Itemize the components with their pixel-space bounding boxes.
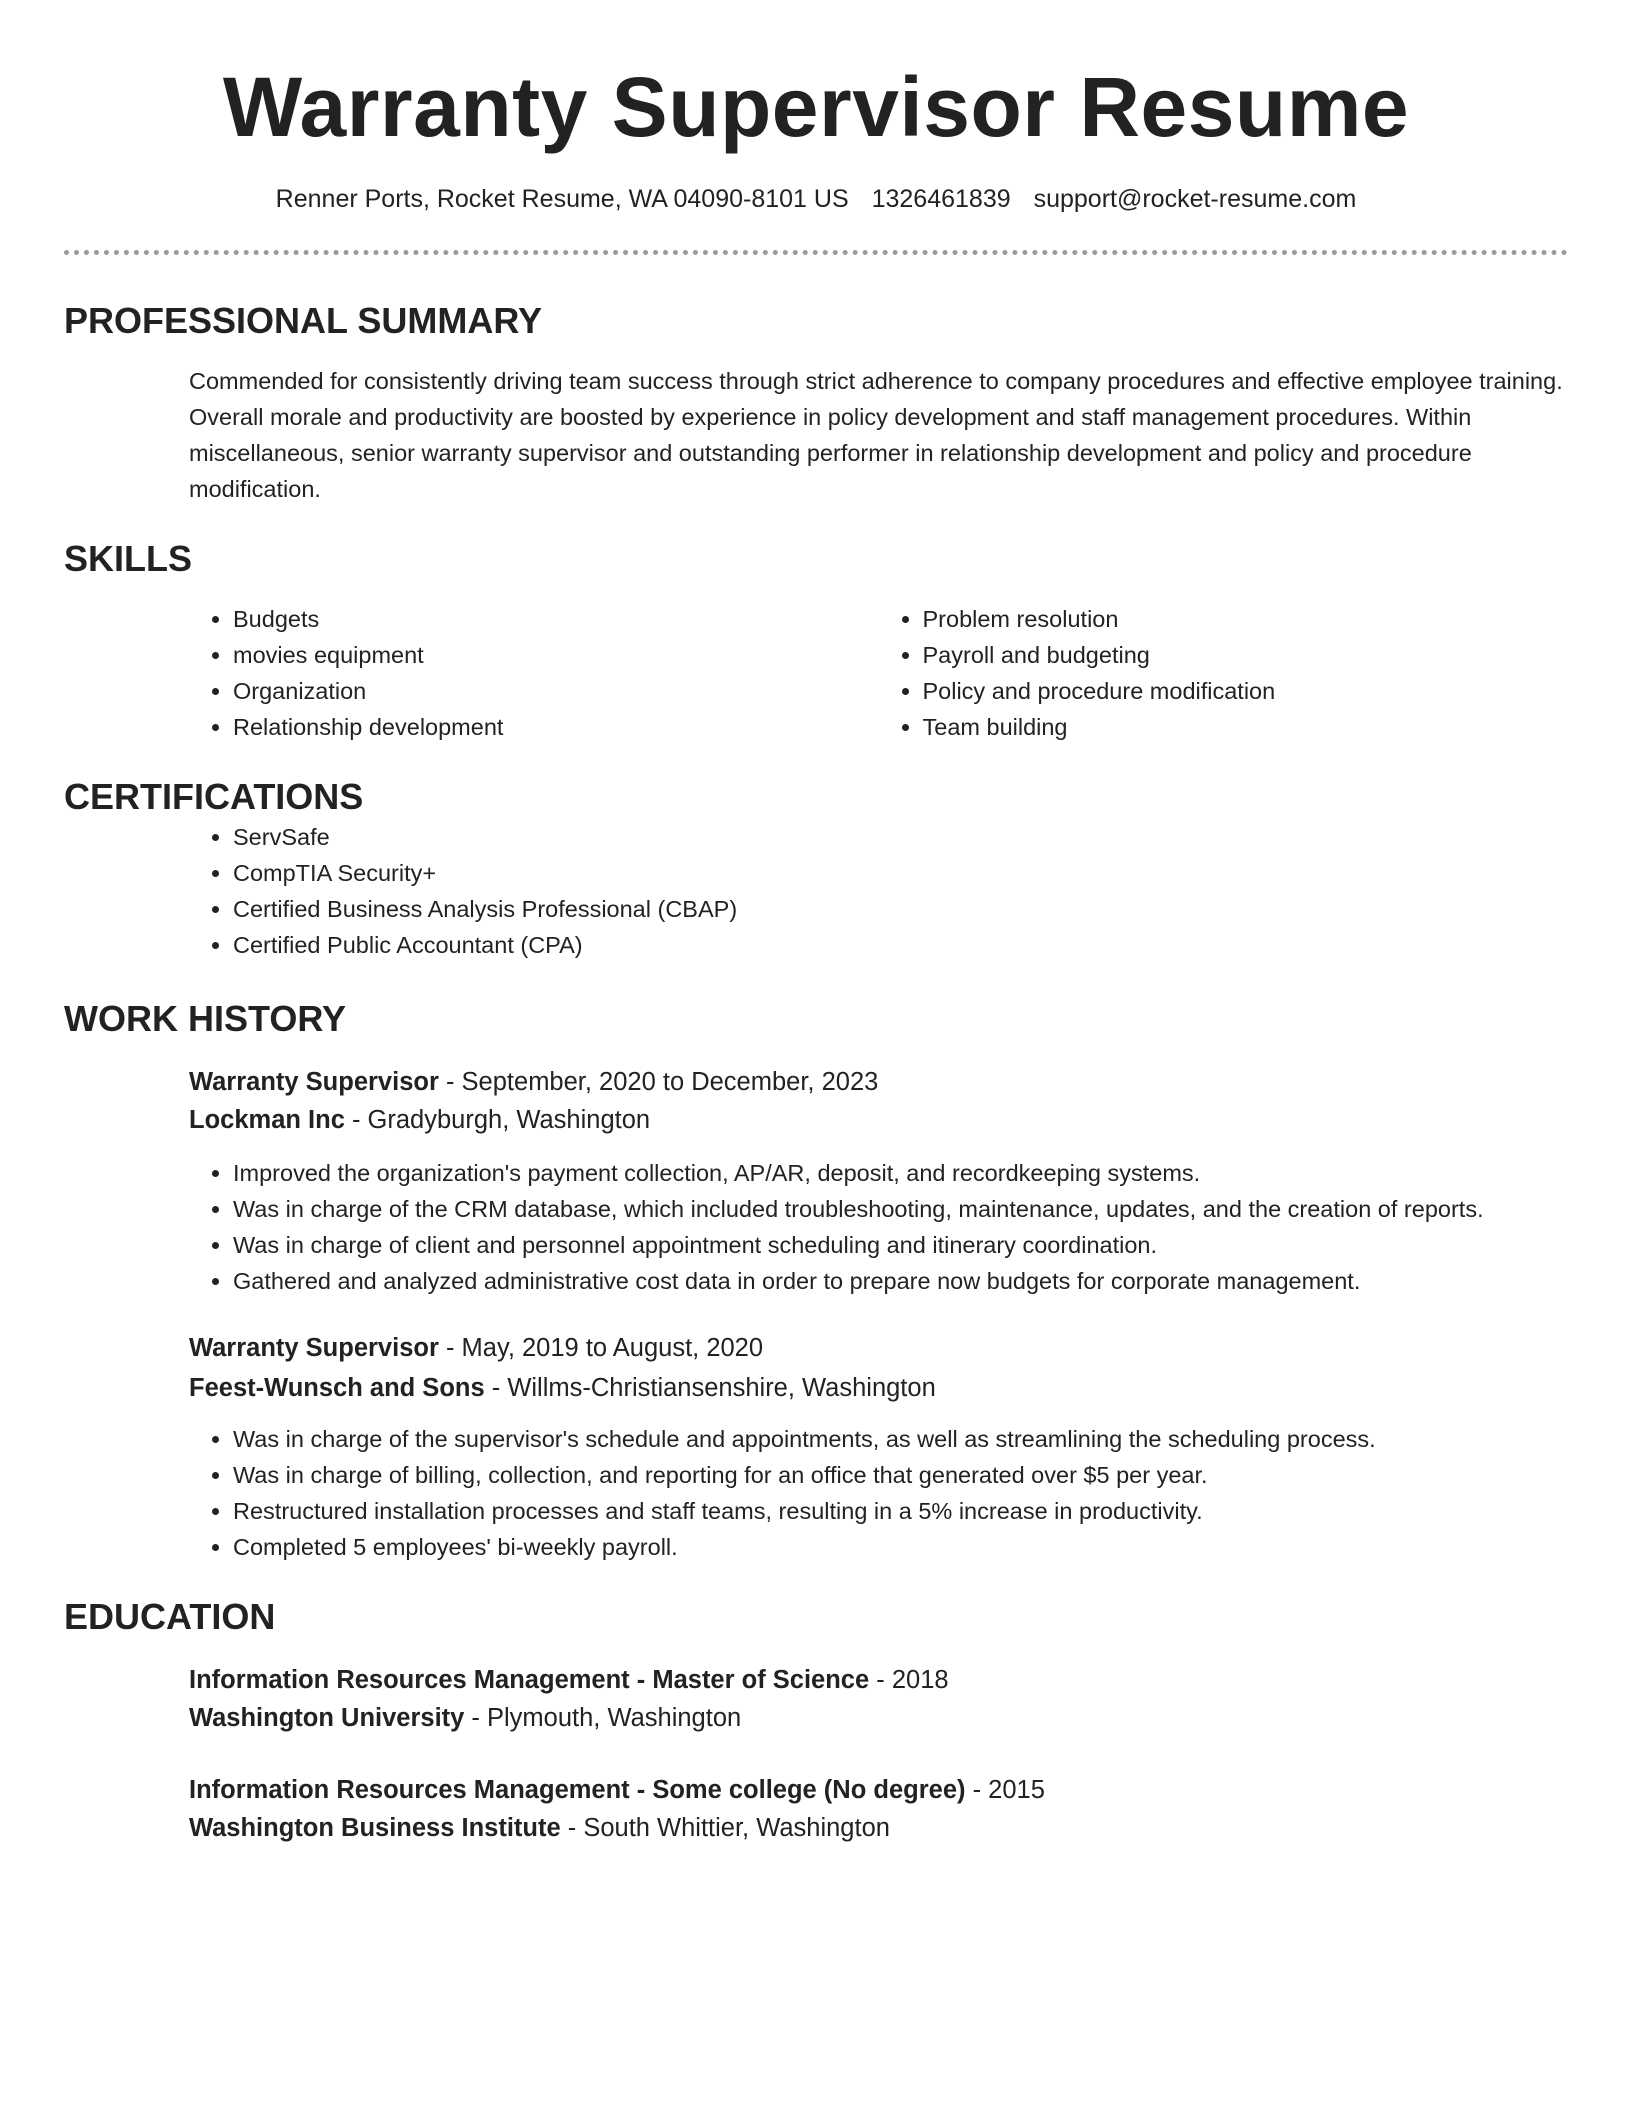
job-location: - Willms-Christiansenshire, Washington: [484, 1374, 936, 1402]
education-heading: EDUCATION: [64, 1596, 276, 1637]
education-year: - 2018: [869, 1666, 949, 1694]
job-duty: • Was in charge of the supervisor's schedule and appointments, as well as streamlining the scheduling process.: [233, 1421, 1568, 1457]
skills-section: [64, 601, 1568, 745]
education-year: - 2015: [965, 1776, 1045, 1804]
skill-item: • Problem resolution: [923, 601, 1569, 637]
job-entry: [189, 1063, 1568, 1299]
education-school: Washington University: [189, 1704, 465, 1732]
skill-item: • Organization: [233, 673, 879, 709]
job-duty: • Gathered and analyzed administrative cost data in order to prepare now budgets for corporate management.: [233, 1263, 1568, 1299]
resume-title: Warranty Supervisor Resume: [222, 60, 1410, 154]
summary-text: Commended for consistently driving team success through strict adherence to company procedures and effective employee training. Overall morale and productivity are boosted by experience in policy development and staff management procedures. Within miscellaneous, senior warranty supervisor and outstanding performer in relationship development and policy and procedure modification.: [189, 368, 1563, 502]
certification-item: • Certified Business Analysis Professional (CBAP): [233, 891, 1568, 927]
education-entry: [189, 1661, 1568, 1737]
job-location: - Gradyburgh, Washington: [344, 1106, 651, 1134]
skill-item: • movies equipment: [233, 637, 879, 673]
certification-item: • CompTIA Security+: [233, 855, 1568, 891]
contact-address: Renner Ports, Rocket Resume, WA 04090-8101 US: [275, 185, 849, 213]
education-entry: [189, 1771, 1568, 1847]
job-duty: • Was in charge of client and personnel appointment scheduling and itinerary coordination.: [233, 1227, 1568, 1263]
job-title-line: [189, 1063, 1568, 1101]
certifications-heading: CERTIFICATIONS: [64, 776, 364, 817]
education-location: - South Whittier, Washington: [560, 1814, 890, 1842]
job-title: Warranty Supervisor: [189, 1334, 439, 1362]
job-entry: [189, 1329, 1568, 1565]
job-duties-list: [189, 1155, 1568, 1299]
education-degree-line: [189, 1661, 1568, 1699]
skill-item: • Policy and procedure modification: [923, 673, 1569, 709]
skill-item: • Budgets: [233, 601, 879, 637]
education-degree-line: [189, 1771, 1568, 1809]
skills-columns: [189, 601, 1568, 745]
education-school: Washington Business Institute: [189, 1814, 561, 1842]
job-duty: • Was in charge of billing, collection, and reporting for an office that generated over $5 per year.: [233, 1457, 1568, 1493]
skill-item: • Payroll and budgeting: [923, 637, 1569, 673]
job-dates: - September, 2020 to December, 2023: [438, 1068, 879, 1096]
skills-list-right: [879, 601, 1569, 745]
job-duty: • Restructured installation processes and staff teams, resulting in a 5% increase in productivity.: [233, 1493, 1568, 1529]
contact-line: [64, 182, 1568, 216]
education-degree: Information Resources Management - Master of Science: [189, 1666, 870, 1694]
job-duty: • Improved the organization's payment collection, AP/AR, deposit, and recordkeeping systems.: [233, 1155, 1568, 1191]
job-duty: • Was in charge of the CRM database, which included troubleshooting, maintenance, updates, and the creation of reports.: [233, 1191, 1568, 1227]
job-company: Lockman Inc: [189, 1106, 345, 1134]
education-school-line: [189, 1809, 1568, 1847]
education-degree: Information Resources Management - Some college (No degree): [189, 1776, 966, 1804]
job-company-line: [189, 1369, 1568, 1407]
education-school-line: [189, 1699, 1568, 1737]
job-company-line: [189, 1101, 1568, 1139]
certifications-section: [64, 819, 1568, 963]
work-history-heading: WORK HISTORY: [64, 998, 347, 1039]
skills-heading: SKILLS: [64, 538, 193, 579]
work-history-section: [64, 1063, 1568, 1565]
job-company: Feest-Wunsch and Sons: [189, 1374, 485, 1402]
job-title: Warranty Supervisor: [189, 1068, 439, 1096]
skill-item: • Relationship development: [233, 709, 879, 745]
contact-phone: 1326461839: [871, 185, 1011, 213]
education-location: - Plymouth, Washington: [464, 1704, 742, 1732]
skills-list-left: [189, 601, 879, 745]
header-divider: [64, 250, 1568, 255]
job-duty: • Completed 5 employees' bi-weekly payroll.: [233, 1529, 1568, 1565]
summary-heading: PROFESSIONAL SUMMARY: [64, 300, 543, 341]
skill-item: • Team building: [923, 709, 1569, 745]
certifications-list: [189, 819, 1568, 963]
job-title-line: [189, 1329, 1568, 1367]
job-dates: - May, 2019 to August, 2020: [438, 1334, 764, 1362]
education-section: [64, 1661, 1568, 1847]
certification-item: • Certified Public Accountant (CPA): [233, 927, 1568, 963]
contact-email: support@rocket-resume.com: [1033, 185, 1357, 213]
job-duties-list: [189, 1421, 1568, 1565]
summary-section: [64, 363, 1568, 507]
certification-item: • ServSafe: [233, 819, 1568, 855]
